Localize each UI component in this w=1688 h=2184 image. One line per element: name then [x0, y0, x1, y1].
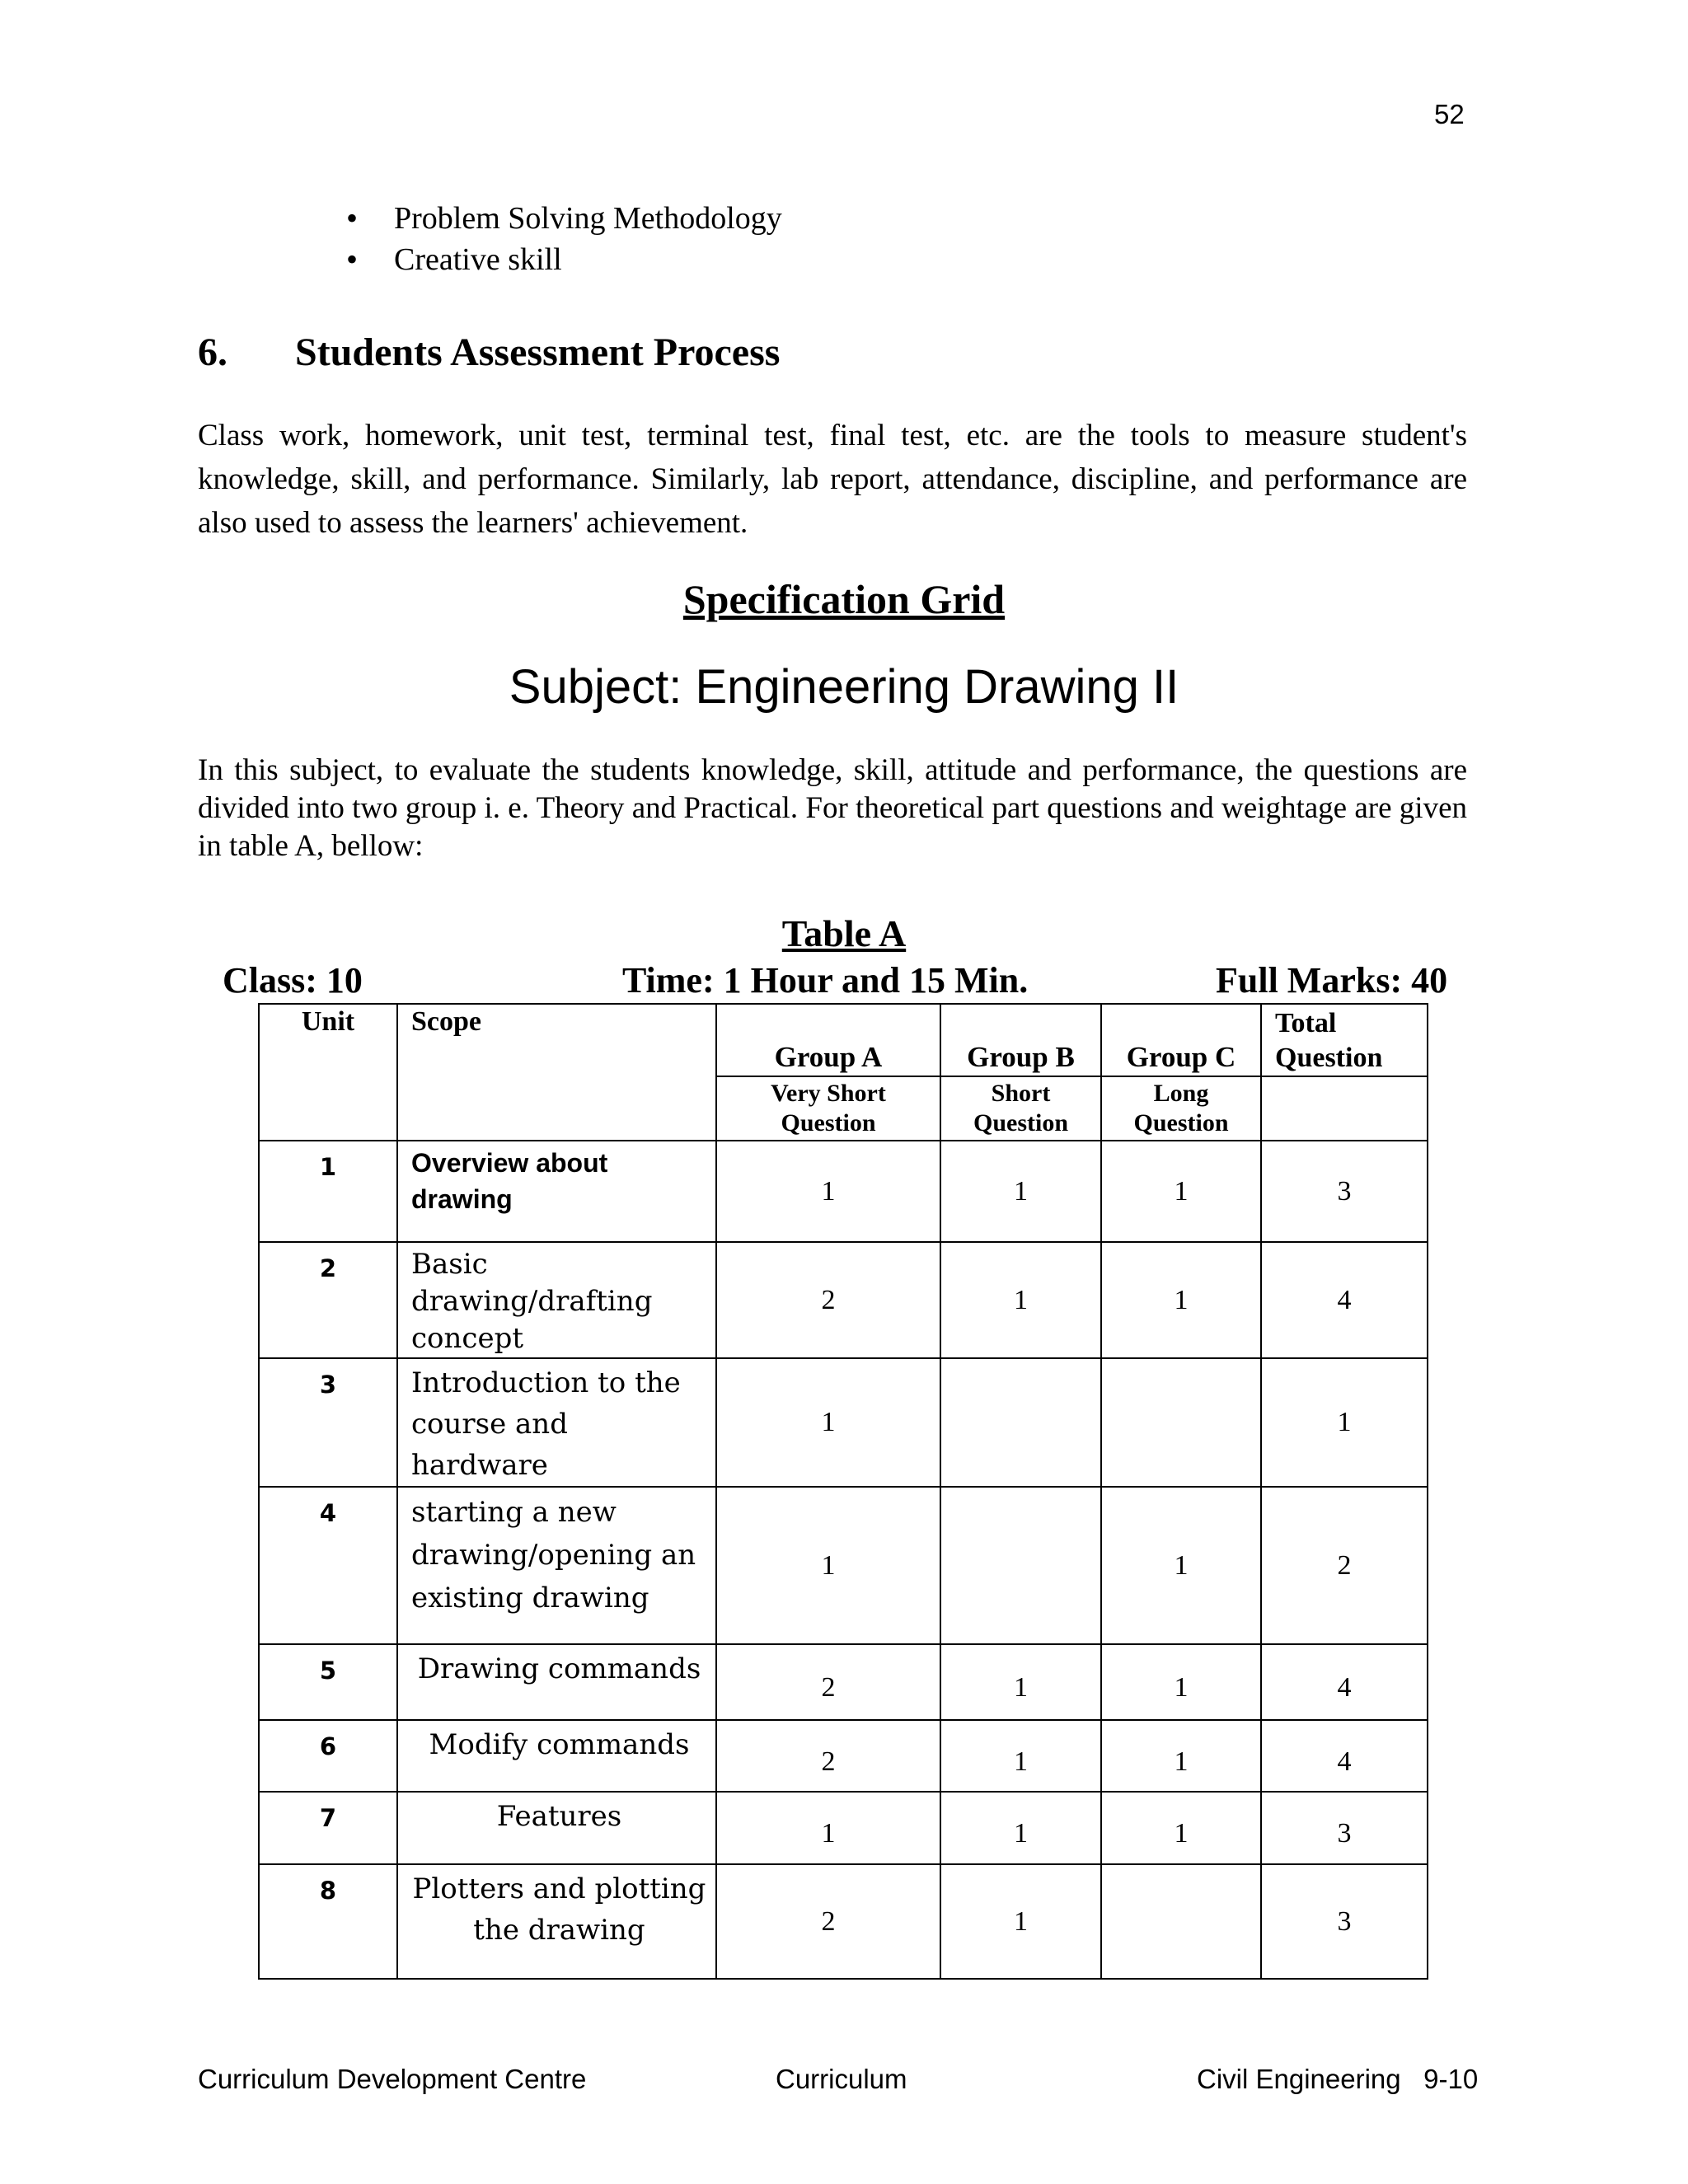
group-a-cell: 2 — [716, 1864, 940, 1979]
specification-table — [258, 1003, 1428, 1980]
table-row — [259, 1141, 1428, 1242]
scope-cell: Features — [397, 1792, 716, 1864]
scope-cell: starting a new drawing/opening an existing drawing — [397, 1487, 716, 1644]
footer-left: Curriculum Development Centre — [198, 2064, 587, 2094]
subheader-line: Question — [781, 1109, 876, 1137]
table-row — [259, 1242, 1428, 1358]
section-heading — [198, 330, 780, 375]
group-c-cell — [1101, 1358, 1261, 1487]
unit-cell: 8 — [259, 1864, 397, 1979]
section-number: 6. — [198, 330, 227, 374]
footer-center: Curriculum — [776, 2064, 907, 2094]
group-c-cell: 1 — [1101, 1792, 1261, 1864]
scope-cell: Overview about drawing — [397, 1141, 716, 1242]
scope-cell: Basic drawing/drafting concept — [397, 1242, 716, 1358]
subheader-total-empty — [1261, 1076, 1428, 1141]
header-group-b: Group B — [940, 1004, 1101, 1076]
total-cell: 1 — [1261, 1358, 1428, 1487]
unit-cell: 1 — [259, 1141, 397, 1242]
total-cell: 3 — [1261, 1864, 1428, 1979]
group-b-cell: 1 — [940, 1864, 1101, 1979]
scope-cell: Modify commands — [397, 1720, 716, 1792]
header-total — [1261, 1004, 1428, 1076]
subheader-line: Long — [1153, 1080, 1209, 1107]
group-a-cell: 1 — [716, 1358, 940, 1487]
total-cell: 3 — [1261, 1141, 1428, 1242]
group-a-cell: 1 — [716, 1792, 940, 1864]
time-label: Time: 1 Hour and 15 Min. — [622, 960, 1029, 1001]
unit-cell: 3 — [259, 1358, 397, 1487]
full-marks-label: Full Marks: 40 — [1216, 960, 1448, 1001]
total-cell: 4 — [1261, 1720, 1428, 1792]
scope-cell: Introduction to the course and hardware — [397, 1358, 716, 1487]
list-item: • Creative skill — [346, 239, 782, 280]
header-total-line2: Question — [1275, 1043, 1383, 1073]
group-a-cell: 1 — [716, 1487, 940, 1644]
header-group-c: Group C — [1101, 1004, 1261, 1076]
total-cell: 4 — [1261, 1242, 1428, 1358]
total-cell: 2 — [1261, 1487, 1428, 1644]
table-row — [259, 1644, 1428, 1720]
group-b-cell: 1 — [940, 1644, 1101, 1720]
unit-cell: 6 — [259, 1720, 397, 1792]
subheader-group-c — [1101, 1076, 1261, 1141]
group-c-cell: 1 — [1101, 1487, 1261, 1644]
intro-paragraph: In this subject, to evaluate the students knowledge, skill, attitude and performance, the questions are divided into two group i. e. Theory and Practical. For theoretical part questions and weightage are given in table A, bellow: — [198, 753, 1467, 863]
group-b-cell: 1 — [940, 1792, 1101, 1864]
scope-cell: Drawing commands — [397, 1644, 716, 1720]
group-c-cell: 1 — [1101, 1644, 1261, 1720]
header-group-a: Group A — [716, 1004, 940, 1076]
table-row — [259, 1864, 1428, 1979]
table-row — [259, 1358, 1428, 1487]
unit-cell: 7 — [259, 1792, 397, 1864]
table-row — [259, 1720, 1428, 1792]
assessment-paragraph: Class work, homework, unit test, terminal test, final test, etc. are the tools to measure student's knowledge, skill, and performance. Similarly, lab report, attendance, discipline, and performance are also used to assess the learners' achievement. — [198, 419, 1467, 540]
group-b-cell: 1 — [940, 1141, 1101, 1242]
unit-cell: 5 — [259, 1644, 397, 1720]
page-number: 52 — [1434, 99, 1465, 129]
subheader-group-b — [940, 1076, 1101, 1141]
footer-right: Civil Engineering 9-10 — [1197, 2064, 1479, 2094]
table-row — [259, 1792, 1428, 1864]
group-b-cell: 1 — [940, 1242, 1101, 1358]
list-item: • Problem Solving Methodology — [346, 198, 782, 239]
scope-cell: Plotters and plotting the drawing — [397, 1864, 716, 1979]
subheader-group-a — [716, 1076, 940, 1141]
header-scope: Scope — [397, 1004, 716, 1141]
table-title: Table A — [781, 912, 907, 954]
group-c-cell: 1 — [1101, 1242, 1261, 1358]
group-c-cell: 1 — [1101, 1720, 1261, 1792]
unit-cell: 4 — [259, 1487, 397, 1644]
unit-cell: 2 — [259, 1242, 397, 1358]
group-b-cell — [940, 1487, 1101, 1644]
group-a-cell: 2 — [716, 1644, 940, 1720]
subheader-line: Question — [1133, 1109, 1229, 1137]
header-unit: Unit — [259, 1004, 397, 1141]
group-a-cell: 2 — [716, 1242, 940, 1358]
subheader-line: Short — [991, 1080, 1051, 1107]
group-b-cell: 1 — [940, 1720, 1101, 1792]
table-row — [259, 1487, 1428, 1644]
group-b-cell — [940, 1358, 1101, 1487]
spec-grid-title: Specification Grid — [682, 576, 1006, 622]
bullet-list — [346, 198, 782, 280]
total-cell: 3 — [1261, 1792, 1428, 1864]
subject-title: Subject: Engineering Drawing II — [509, 660, 1179, 714]
group-c-cell: 1 — [1101, 1141, 1261, 1242]
group-a-cell: 2 — [716, 1720, 940, 1792]
section-title: Students Assessment Process — [295, 330, 781, 374]
total-cell: 4 — [1261, 1644, 1428, 1720]
group-a-cell: 1 — [716, 1141, 940, 1242]
subheader-line: Question — [973, 1109, 1069, 1137]
group-c-cell — [1101, 1864, 1261, 1979]
subheader-line: Very Short — [771, 1080, 886, 1107]
header-total-line1: Total — [1275, 1008, 1337, 1038]
class-label: Class: 10 — [223, 960, 363, 1001]
